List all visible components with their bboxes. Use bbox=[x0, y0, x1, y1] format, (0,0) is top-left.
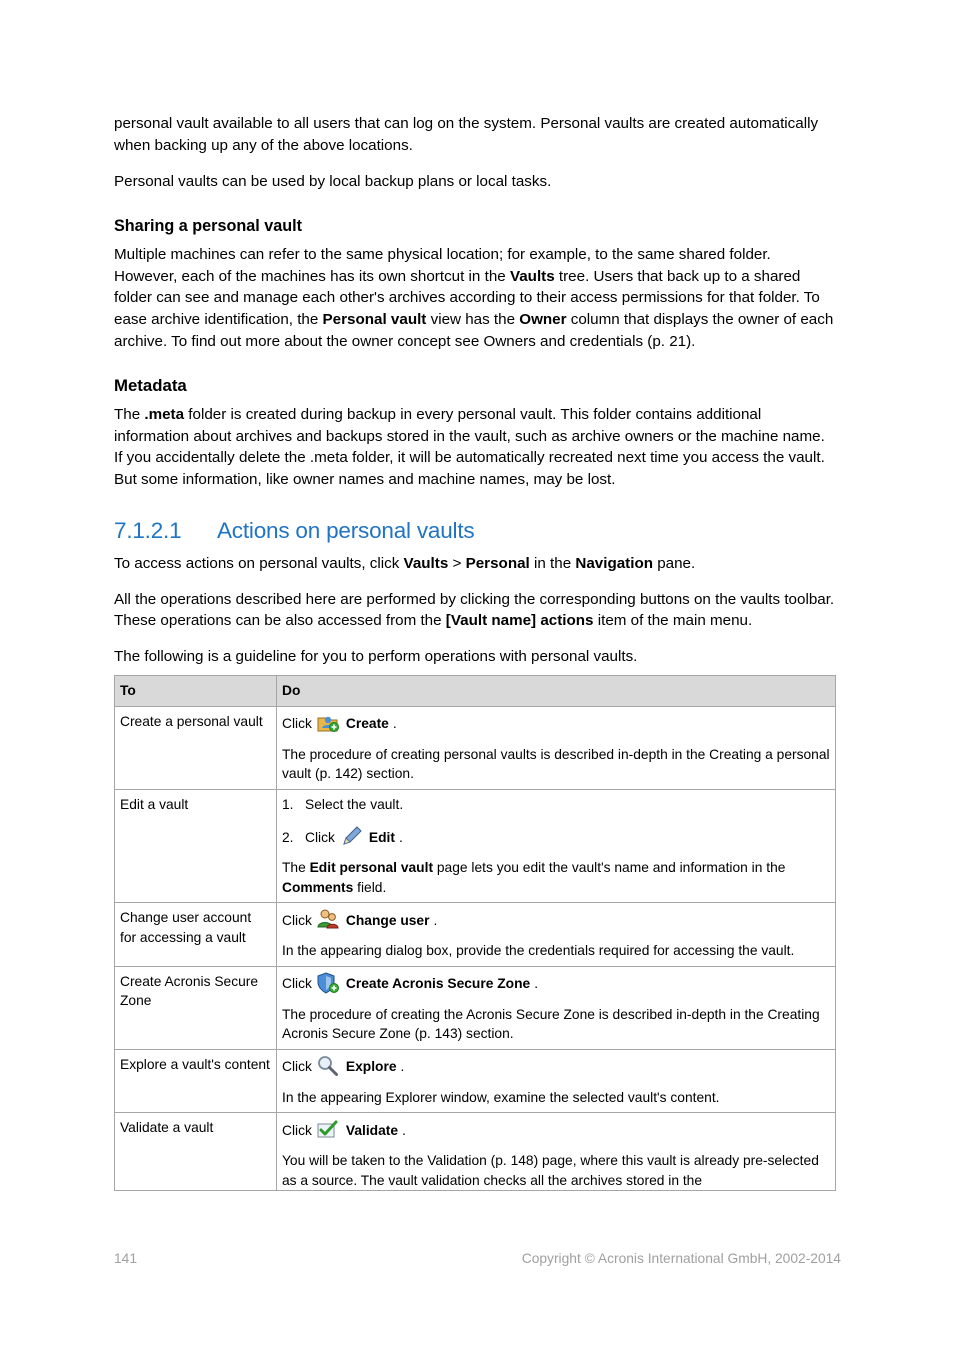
create-vault-icon bbox=[316, 712, 340, 734]
cell-to: Change user account for accessing a vault bbox=[115, 903, 277, 967]
magnifier-icon bbox=[316, 1055, 340, 1077]
step-1: 1. Select the vault. bbox=[282, 796, 404, 812]
create-label: Create bbox=[345, 716, 389, 731]
explore-label: Explore bbox=[345, 1059, 397, 1074]
change-user-description: In the appearing dialog box, provide the credentials required for accessing the vault. bbox=[282, 943, 795, 958]
table-row-change-user bbox=[115, 903, 836, 967]
cell-to: Create Acronis Secure Zone bbox=[115, 966, 277, 1049]
page-content bbox=[114, 113, 836, 1191]
cell-do bbox=[277, 966, 836, 1049]
click-line: Click Create Acronis Secure Zone . bbox=[282, 972, 830, 994]
cell-to: Create a personal vault bbox=[115, 706, 277, 789]
section-paragraph-1: To access actions on personal vaults, click Vaults > Personal in the Navigation pane. bbox=[114, 554, 696, 572]
section-heading bbox=[114, 517, 836, 545]
actions-table bbox=[114, 675, 836, 1191]
metadata-paragraph: The .meta folder is created during backup in every personal vault. This folder contains additional information about archives and backups stored in the vault, such as archive owners or the machine name. If you accidentally delete the .meta folder, it will be automatically recreated next time you access the vault. But some information, like owner names and machine names, may be lost. bbox=[114, 406, 825, 489]
copyright: Copyright © Acronis International GmbH, 2002-2014 bbox=[521, 1251, 841, 1266]
section-number: 7.1.2.1 bbox=[114, 517, 182, 543]
sharing-paragraph: Multiple machines can refer to the same physical location; for example, to the same shared folder. However, each of the machines has its own shortcut in the Vaults tree. Users that back up to a shared folder can see and manage each other's archives according to their access permissions for that folder. To ease archive identification, the Personal vault view has the Owner column that displays the owner of each archive. To find out more about the owner concept see Owners and credentials (p. 21). bbox=[114, 246, 834, 350]
table-row-explore bbox=[115, 1049, 836, 1113]
edit-description: The Edit personal vault page lets you edit the vault's name and information in the Comments field. bbox=[282, 860, 786, 895]
header-to: To bbox=[115, 676, 277, 707]
validate-label: Validate bbox=[345, 1122, 399, 1138]
section-paragraph-3: The following is a guideline for you to perform operations with personal vaults. bbox=[114, 648, 638, 666]
users-icon bbox=[316, 908, 340, 930]
change-user-label: Change user bbox=[345, 912, 430, 928]
header-do: Do bbox=[277, 676, 836, 707]
table-row-create bbox=[115, 706, 836, 789]
table-header-row bbox=[115, 676, 836, 707]
page-number: 141 bbox=[114, 1251, 138, 1266]
metadata-heading: Metadata bbox=[114, 376, 187, 396]
cell-do bbox=[277, 1049, 836, 1113]
step-2: 2. Click Edit . bbox=[282, 825, 830, 847]
cell-do bbox=[277, 1113, 836, 1191]
cell-do bbox=[277, 903, 836, 967]
validate-description: You will be taken to the Validation (p. 148) page, where this vault is already pre-selected as a source. The vault validation checks all the archives stored in the bbox=[282, 1153, 819, 1188]
cell-do bbox=[277, 789, 836, 903]
asz-label: Create Acronis Secure Zone bbox=[345, 976, 531, 991]
validate-check-icon bbox=[316, 1118, 340, 1140]
click-line: Click Edit . bbox=[305, 825, 403, 847]
cell-to: Explore a vault's content bbox=[115, 1049, 277, 1113]
section-paragraph-2: All the operations described here are performed by clicking the corresponding buttons on the vaults toolbar. These operations can be also accessed from the [Vault name] actions item of the main menu. bbox=[114, 590, 835, 630]
cell-do bbox=[277, 706, 836, 789]
table-row-validate bbox=[115, 1113, 836, 1191]
section-title: Actions on personal vaults bbox=[217, 517, 475, 543]
sharing-heading: Sharing a personal vault bbox=[114, 217, 303, 236]
page-footer bbox=[114, 1251, 841, 1266]
intro-paragraph-2: Personal vaults can be used by local backup plans or local tasks. bbox=[114, 172, 552, 190]
cell-to: Edit a vault bbox=[115, 789, 277, 903]
click-line: Click Validate . bbox=[282, 1118, 830, 1140]
table-row-asz bbox=[115, 966, 836, 1049]
click-line: Click Create . bbox=[282, 712, 830, 734]
explore-description: In the appearing Explorer window, examine the selected vault's content. bbox=[282, 1089, 720, 1105]
create-description: The procedure of creating personal vaults is described in-depth in the Creating a personal vault (p. 142) section. bbox=[282, 746, 830, 781]
secure-zone-shield-icon bbox=[316, 972, 340, 994]
table-row-edit bbox=[115, 789, 836, 903]
asz-description: The procedure of creating the Acronis Secure Zone is described in-depth in the Creating Acronis Secure Zone (p. 143) section. bbox=[282, 1006, 820, 1041]
edit-label: Edit bbox=[368, 829, 395, 845]
cell-to: Validate a vault bbox=[115, 1113, 277, 1191]
pencil-icon bbox=[339, 825, 363, 847]
click-line: Click Explore . bbox=[282, 1055, 830, 1077]
intro-paragraph-1: personal vault available to all users that can log on the system. Personal vaults are created automatically when backing up any of the above locations. bbox=[114, 115, 819, 154]
click-line: Click Change user . bbox=[282, 908, 830, 930]
